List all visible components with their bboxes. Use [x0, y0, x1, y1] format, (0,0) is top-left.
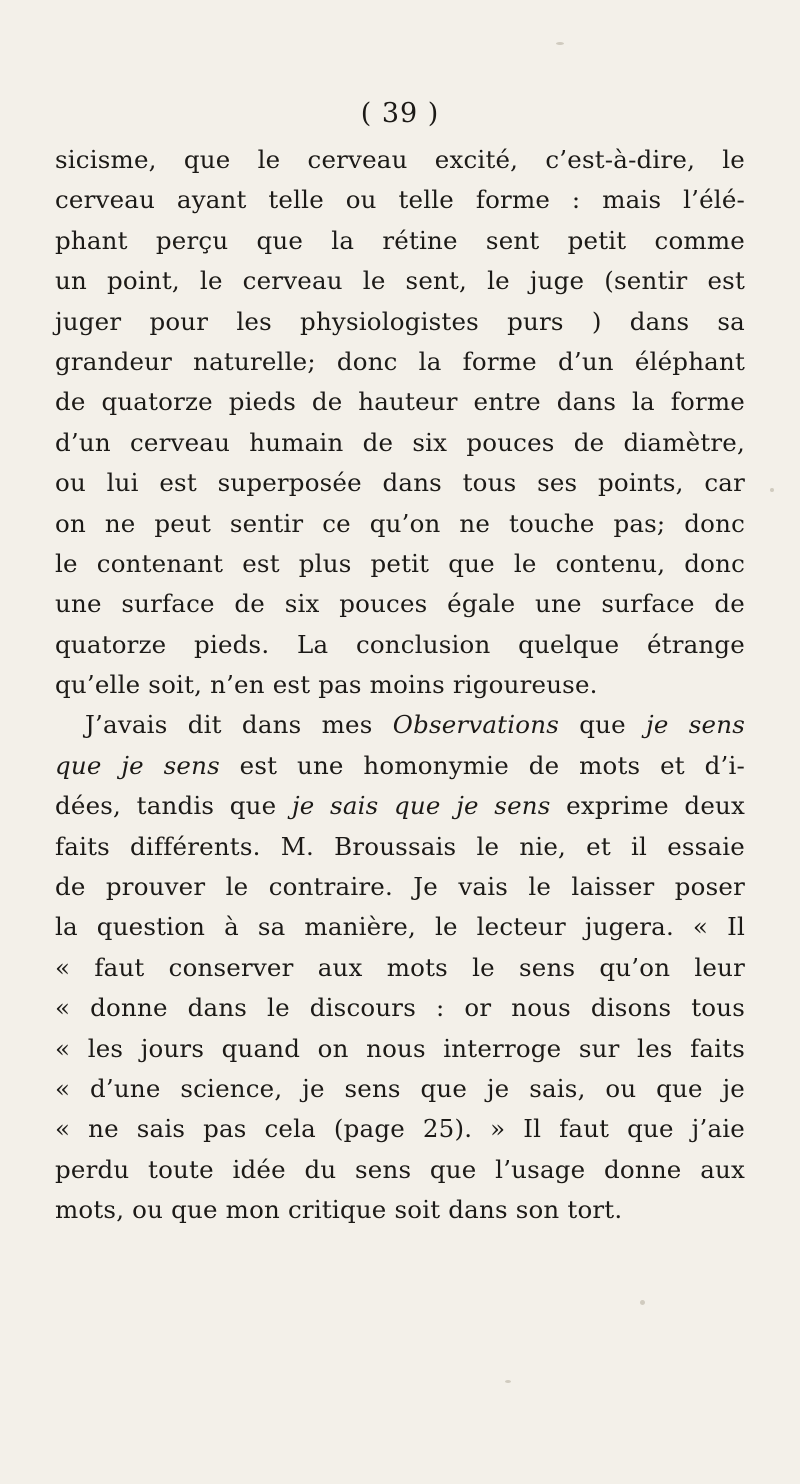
- paper-speck: [770, 488, 774, 492]
- text-segment: est une homonymie de mots et d’i-: [219, 750, 745, 780]
- text-line: [55, 786, 745, 826]
- text-line: [55, 705, 745, 745]
- text-line: phant perçu que la rétine sent petit comme: [55, 225, 745, 255]
- text-line: juger pour les physiologistes purs ) dans sa: [55, 306, 745, 336]
- text-segment: que: [558, 710, 647, 740]
- text-line: de quatorze pieds de hauteur entre dans la forme: [55, 387, 745, 417]
- italic-phrase: je sais que je sens: [291, 791, 551, 821]
- text-line: sicisme, que le cerveau excité, c’est-à-dire, le: [55, 145, 745, 174]
- text-line: on ne peut sentir ce qu’on ne touche pas; donc: [55, 508, 745, 538]
- text-line: cerveau ayant telle ou telle forme : mais l’élé-: [55, 185, 745, 215]
- italic-phrase: je sens: [646, 710, 745, 740]
- text-line: « ne sais pas cela (page 25). » Il faut que j’aie: [55, 1114, 745, 1144]
- text-line: faits différents. M. Broussais le nie, et il essaie: [55, 831, 745, 861]
- paper-speck: [505, 1380, 511, 1383]
- italic-phrase: que je sens: [55, 750, 220, 780]
- page-number: ( 39 ): [360, 98, 440, 129]
- text-line: d’un cerveau humain de six pouces de diamètre,: [55, 427, 745, 457]
- text-line: grandeur naturelle; donc la forme d’un éléphant: [55, 346, 745, 376]
- text-line: « faut conserver aux mots le sens qu’on leur: [55, 952, 745, 982]
- text-line: mots, ou que mon critique soit dans son tort.: [55, 1195, 623, 1225]
- text-line: « les jours quand on nous interroge sur les faits: [55, 1033, 745, 1063]
- italic-title: Observations: [392, 710, 559, 740]
- text-line: le contenant est plus petit que le contenu, donc: [55, 548, 745, 578]
- text-segment: dées, tandis que: [55, 791, 292, 821]
- paper-speck: [640, 1300, 645, 1305]
- text-line: qu’elle soit, n’en est pas moins rigoureuse.: [55, 670, 598, 700]
- text-line: [55, 746, 745, 786]
- text-line: de prouver le contraire. Je vais le laisser poser: [55, 872, 745, 902]
- text-line: la question à sa manière, le lecteur jugera. « Il: [55, 912, 745, 942]
- text-line: un point, le cerveau le sent, le juge (sentir est: [55, 266, 745, 296]
- text-segment: exprime deux: [550, 791, 746, 821]
- page-body-text: [55, 140, 745, 1231]
- paper-speck: [556, 42, 564, 45]
- text-line: quatorze pieds. La conclusion quelque étrange: [55, 629, 745, 659]
- text-line: « d’une science, je sens que je sais, ou que je: [55, 1073, 745, 1103]
- text-line: ou lui est superposée dans tous ses points, car: [55, 468, 745, 498]
- text-line: perdu toute idée du sens que l’usage donne aux: [55, 1154, 745, 1184]
- text-segment: J’avais dit dans mes: [85, 710, 393, 740]
- text-line: « donne dans le discours : or nous disons tous: [55, 993, 745, 1023]
- text-line: une surface de six pouces égale une surface de: [55, 589, 745, 619]
